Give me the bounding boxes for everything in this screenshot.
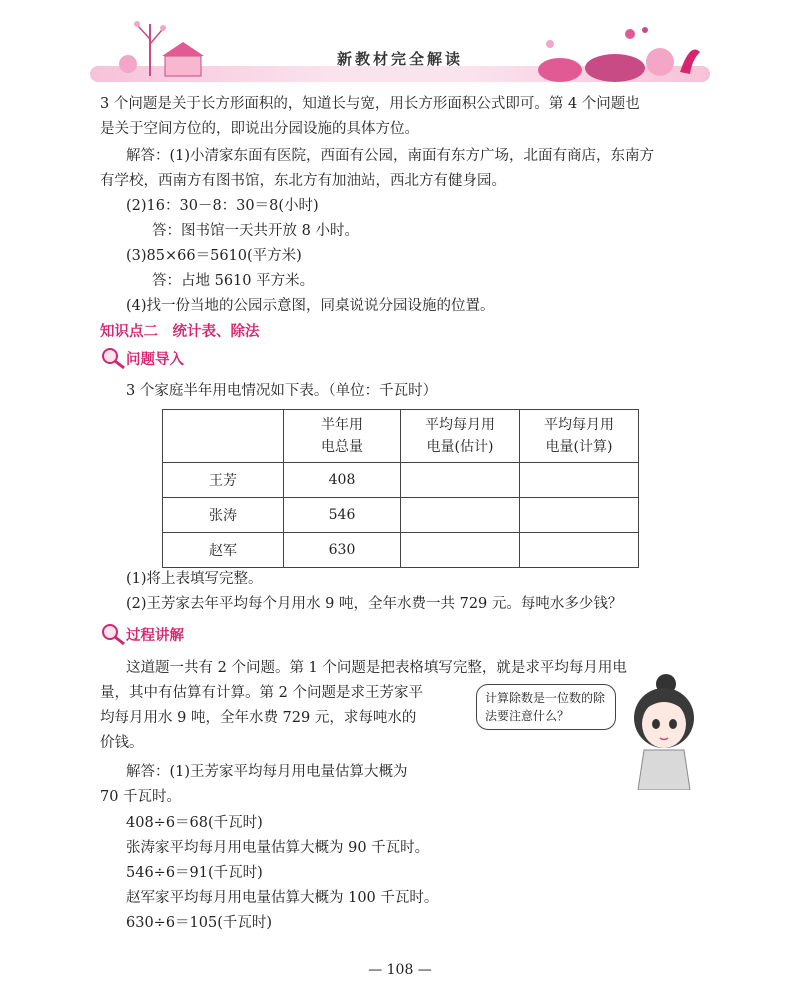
speech-bubble: 计算除数是一位数的除法要注意什么？ bbox=[476, 684, 616, 730]
answer-line-3: (2)16：30－8：30＝8(小时) bbox=[126, 198, 319, 214]
answer-line-6: 答：占地 5610 平方米。 bbox=[152, 273, 315, 289]
table-cell-name: 张涛 bbox=[163, 498, 284, 533]
table-cell-name: 赵军 bbox=[163, 533, 284, 568]
magnifier-icon bbox=[100, 346, 128, 370]
table-cell-calc bbox=[520, 498, 639, 533]
section-intro-heading: 问题导入 bbox=[126, 352, 184, 368]
process-line-2: 量，其中有估算有计算。第 2 个问题是求王芳家平 bbox=[100, 685, 423, 701]
table-cell-estimate bbox=[401, 498, 520, 533]
answer-line-7: (4)找一份当地的公园示意图，同桌说说分园设施的位置。 bbox=[126, 298, 495, 314]
table-header-row bbox=[163, 410, 639, 463]
process-line-7: 408÷6＝68(千瓦时) bbox=[126, 815, 263, 831]
table-cell-estimate bbox=[401, 463, 520, 498]
table-cell-total: 408 bbox=[284, 463, 401, 498]
table-header-cell bbox=[163, 410, 284, 463]
answer-line-2: 有学校，西南方有图书馆，东北方有加油站，西北方有健身园。 bbox=[100, 173, 506, 189]
process-line-10: 赵军家平均每月用电量估算大概为 100 千瓦时。 bbox=[126, 890, 439, 906]
process-line-6: 70 千瓦时。 bbox=[100, 789, 182, 805]
knowledge-point-heading: 知识点二 统计表、除法 bbox=[100, 324, 260, 340]
problem-line: 3 个家庭半年用电情况如下表。（单位：千瓦时） bbox=[126, 383, 438, 399]
girl-illustration bbox=[616, 672, 706, 790]
table-row bbox=[163, 533, 639, 568]
answer-line-5: (3)85×66＝5610(平方米) bbox=[126, 248, 302, 264]
page-number: — 108 — bbox=[368, 962, 432, 978]
table-cell-total: 630 bbox=[284, 533, 401, 568]
table-cell-calc bbox=[520, 463, 639, 498]
table-header-cell: 平均每月用 电量(估计) bbox=[401, 410, 520, 463]
table-cell-calc bbox=[520, 533, 639, 568]
process-line-9: 546÷6＝91(千瓦时) bbox=[126, 865, 263, 881]
intro-line-2: 是关于空间方位的，即说出分园设施的具体方位。 bbox=[100, 121, 419, 137]
section-process-heading: 过程讲解 bbox=[126, 628, 184, 644]
table-cell-total: 546 bbox=[284, 498, 401, 533]
table-row bbox=[163, 463, 639, 498]
process-line-5: 解答：(1)王芳家平均每月用电量估算大概为 bbox=[126, 764, 408, 780]
question-2: (2)王芳家去年平均每个月用水 9 吨，全年水费一共 729 元。每吨水多少钱？ bbox=[126, 596, 623, 612]
question-1: (1)将上表填写完整。 bbox=[126, 571, 263, 587]
table-cell-name: 王芳 bbox=[163, 463, 284, 498]
answer-line-1: 解答：(1)小清家东面有医院，西面有公园，南面有东方广场，北面有商店，东南方 bbox=[126, 148, 655, 164]
table-header-cell: 平均每月用 电量(计算) bbox=[520, 410, 639, 463]
process-line-11: 630÷6＝105(千瓦时) bbox=[126, 915, 273, 931]
header-title: 新教材完全解读 bbox=[336, 50, 463, 68]
process-line-3: 均每月用水 9 吨，全年水费 729 元，求每吨水的 bbox=[100, 710, 417, 726]
electricity-table bbox=[162, 409, 639, 568]
process-line-8: 张涛家平均每月用电量估算大概为 90 千瓦时。 bbox=[126, 840, 430, 856]
page-header bbox=[90, 14, 710, 96]
magnifier-icon bbox=[100, 622, 128, 646]
intro-line-1: 3 个问题是关于长方形面积的，知道长与宽，用长方形面积公式即可。第 4 个问题也 bbox=[100, 96, 640, 112]
answer-line-4: 答：图书馆一天共开放 8 小时。 bbox=[152, 223, 359, 239]
table-row bbox=[163, 498, 639, 533]
table-header-cell: 半年用 电总量 bbox=[284, 410, 401, 463]
process-line-4: 价钱。 bbox=[100, 735, 144, 751]
process-line-1: 这道题一共有 2 个问题。第 1 个问题是把表格填写完整，就是求平均每月用电 bbox=[126, 660, 627, 676]
table-cell-estimate bbox=[401, 533, 520, 568]
